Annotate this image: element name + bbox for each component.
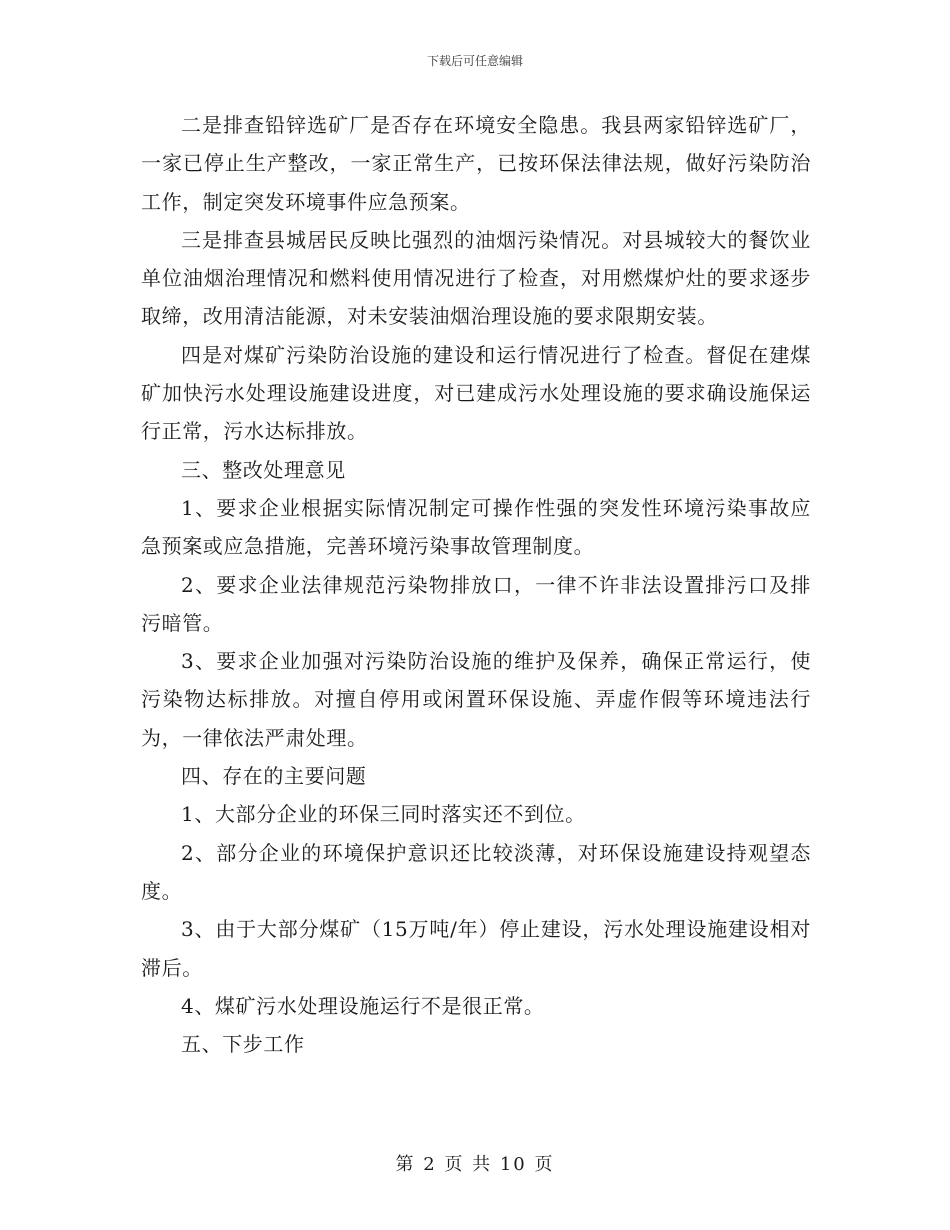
document-body	[141, 106, 811, 1063]
paragraph-item-3-oil-fume: 三是排查县城居民反映比强烈的油烟污染情况。对县城较大的餐饮业单位油烟治理情况和燃料使用情况进行了检查，对用燃煤炉灶的要求逐步取缔，改用清洁能源，对未安装油烟治理设施的要求限期安装。	[141, 227, 811, 329]
page-header-note: 下载后可任意编辑	[426, 54, 523, 68]
section-heading-rectification: 三、整改处理意见	[181, 457, 346, 482]
list-item-rectification-3: 3、要求企业加强对污染防治设施的维护及保养，确保正常运行，使污染物达标排放。对擅自停用或闲置环保设施、弄虚作假等环境违法行为，一律依法严肃处理。	[141, 649, 811, 750]
list-item-rectification-2: 2、要求企业法律规范污染物排放口，一律不许非法设置排污口及排污暗管。	[141, 572, 811, 635]
list-item-problem-2: 2、部分企业的环境保护意识还比较淡薄，对环保设施建设持观望态度。	[141, 840, 811, 903]
paragraph-item-2-lead-zinc: 二是排查铅锌选矿厂是否存在环境安全隐患。我县两家铅锌选矿厂，一家已停止生产整改，一家正常生产，已按环保法律法规，做好污染防治工作，制定突发环境事件应急预案。	[141, 113, 811, 214]
list-item-problem-3: 3、由于大部分煤矿（15万吨/年）停止建设，污水处理设施建设相对滞后。	[141, 917, 811, 980]
list-item-rectification-1: 1、要求企业根据实际情况制定可操作性强的突发性环境污染事故应急预案或应急措施，完善环境污染事故管理制度。	[141, 495, 811, 559]
list-item-problem-4: 4、煤矿污水处理设施运行不是很正常。	[181, 993, 545, 1018]
paragraph-item-4-coal-mine: 四是对煤矿污染防治设施的建设和运行情况进行了检查。督促在建煤矿加快污水处理设施建设进度，对已建成污水处理设施的要求确设施保运行正常，污水达标排放。	[141, 342, 811, 444]
page-number-footer: 第 2 页 共 10 页	[395, 1154, 555, 1175]
section-heading-next-steps: 五、下步工作	[181, 1032, 305, 1057]
section-heading-problems: 四、存在的主要问题	[181, 764, 367, 789]
list-item-problem-1: 1、大部分企业的环保三同时落实还不到位。	[181, 802, 586, 827]
